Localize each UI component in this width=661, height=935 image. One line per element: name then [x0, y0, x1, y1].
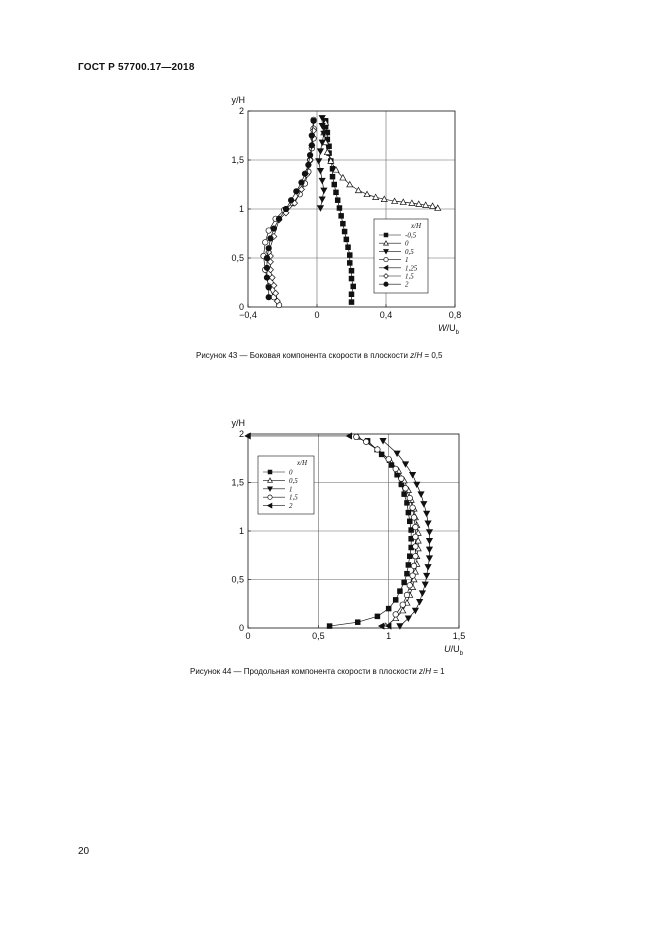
data-point: [327, 624, 332, 629]
data-point: [417, 599, 423, 604]
x-axis-label: $U/U_b$: [444, 644, 463, 657]
data-point: [264, 255, 270, 261]
data-point: [406, 563, 411, 568]
series-line: [324, 123, 438, 208]
x-tick-label: −0,4: [239, 310, 257, 320]
legend-marker: [268, 495, 272, 499]
data-point: [413, 544, 419, 550]
data-point: [393, 597, 398, 602]
data-point: [319, 197, 325, 202]
data-point: [317, 168, 323, 173]
legend: [258, 456, 314, 514]
data-point: [347, 253, 352, 258]
data-point: [386, 606, 391, 611]
data-point: [422, 582, 428, 587]
data-point: [266, 228, 272, 234]
x-tick-label: 0: [245, 631, 251, 641]
series--0,5: [323, 118, 355, 304]
data-point: [335, 198, 340, 203]
data-point: [347, 261, 352, 266]
data-point: [351, 284, 356, 289]
data-point: [426, 556, 432, 561]
data-point: [407, 495, 413, 501]
x-tick-label: 0: [314, 310, 320, 320]
data-point: [319, 178, 325, 183]
data-point: [264, 265, 270, 271]
data-point: [316, 159, 322, 164]
data-point: [398, 589, 403, 594]
legend-label: 2: [405, 280, 409, 289]
data-point: [399, 476, 405, 482]
data-point: [375, 447, 381, 453]
data-point: [264, 275, 270, 281]
data-point: [373, 194, 379, 199]
document-header: ГОСТ Р 57700.17—2018: [78, 62, 195, 73]
data-point: [407, 554, 412, 559]
data-point: [355, 187, 361, 192]
data-point: [426, 547, 432, 552]
data-point: [299, 180, 305, 186]
page-number: 20: [78, 846, 90, 857]
y-tick-label: 0,5: [231, 574, 244, 585]
legend-label: 0,5: [289, 476, 298, 485]
data-point: [266, 245, 272, 251]
y-axis-label: y/H: [231, 418, 245, 428]
data-point: [410, 472, 416, 477]
data-point: [402, 580, 407, 585]
data-point: [266, 294, 272, 300]
data-point: [375, 614, 380, 619]
data-point: [403, 486, 409, 492]
data-point: [337, 206, 342, 211]
data-point: [413, 553, 419, 559]
y-tick-label: 1,5: [231, 155, 244, 165]
data-point: [426, 538, 432, 543]
data-point: [425, 564, 431, 569]
legend-label: 0: [289, 468, 293, 477]
data-point: [349, 268, 354, 273]
data-point: [266, 285, 272, 291]
figure-43-chart: [0, 80, 661, 350]
data-point: [317, 206, 323, 211]
y-tick-label: 0: [238, 623, 244, 633]
legend-label: 1: [405, 256, 409, 265]
data-point: [349, 292, 354, 297]
legend-marker: [384, 282, 388, 286]
x-tick-label: 0,5: [312, 631, 325, 641]
y-tick-label: 1: [238, 204, 244, 214]
data-point: [276, 216, 282, 222]
data-point: [424, 511, 430, 516]
data-point: [309, 133, 315, 139]
x-tick-label: 1: [386, 631, 392, 641]
data-point: [294, 189, 300, 195]
data-point: [425, 521, 431, 526]
legend-marker: [384, 257, 388, 261]
data-point: [346, 245, 351, 250]
data-point: [405, 571, 410, 576]
data-point: [332, 182, 337, 187]
data-point: [414, 482, 420, 487]
legend: [374, 219, 428, 293]
figure-43-caption: Рисунок 43 — Боковая компонента скорости в плоскости z/H = 0,5: [196, 351, 443, 360]
data-point: [426, 530, 432, 535]
data-point: [268, 236, 274, 242]
data-point: [403, 462, 409, 467]
figure-44-chart: [0, 405, 661, 667]
data-point: [317, 149, 323, 154]
data-point: [307, 152, 313, 158]
data-point: [271, 226, 277, 232]
x-axis-label: $W/U_b$: [438, 323, 459, 336]
y-tick-label: 1,5: [231, 477, 244, 488]
legend-label: 1,25: [405, 264, 418, 273]
legend-label: 1: [289, 485, 293, 494]
data-point: [302, 171, 308, 177]
data-point: [355, 620, 360, 625]
data-point: [400, 608, 406, 613]
data-point: [339, 213, 344, 218]
data-point: [306, 162, 312, 168]
legend-label: 2: [289, 502, 293, 511]
data-point: [418, 492, 424, 497]
legend-label: 0,5: [405, 247, 414, 256]
data-point: [424, 573, 430, 578]
data-point: [410, 505, 416, 511]
data-point: [407, 583, 413, 589]
data-point: [342, 229, 347, 234]
legend-label: 1,5: [405, 272, 414, 281]
data-point: [288, 197, 294, 203]
data-point: [354, 434, 360, 440]
data-point: [419, 591, 425, 596]
data-point: [404, 592, 410, 598]
y-tick-label: 0,5: [231, 253, 244, 263]
data-point: [407, 519, 412, 524]
y-tick-label: 0: [238, 302, 244, 312]
y-tick-label: 2: [238, 106, 244, 116]
series-line: [383, 441, 429, 626]
data-point: [410, 573, 416, 579]
data-point: [421, 501, 427, 506]
legend-marker: [268, 470, 272, 474]
data-point: [386, 456, 392, 462]
data-point: [406, 510, 411, 515]
data-point: [262, 240, 268, 246]
x-tick-label: 1,5: [452, 631, 466, 641]
data-point: [330, 174, 335, 179]
x-tick-label: 0,4: [379, 310, 393, 320]
x-tick-label: 0,8: [448, 310, 462, 320]
data-point: [340, 221, 345, 226]
data-point: [411, 515, 417, 521]
series-0,5: [316, 115, 327, 211]
data-point: [364, 191, 370, 196]
data-point: [334, 190, 339, 195]
series-0: [321, 120, 441, 211]
data-point: [393, 612, 399, 618]
series-0: [327, 438, 413, 628]
data-point: [413, 524, 419, 530]
data-point: [349, 300, 354, 305]
data-point: [344, 237, 349, 242]
data-point: [283, 206, 289, 212]
data-point: [435, 205, 441, 210]
data-point: [413, 534, 419, 540]
y-axis-label: y/H: [231, 95, 245, 105]
y-tick-label: 2: [238, 429, 244, 439]
data-point: [400, 602, 406, 608]
legend-marker: [384, 233, 388, 237]
data-point: [311, 118, 317, 124]
data-point: [309, 143, 315, 149]
legend-label: 0: [405, 239, 409, 248]
legend-title: x/H: [296, 459, 308, 467]
legend-title: x/H: [410, 222, 422, 230]
y-tick-label: 1: [238, 526, 244, 536]
data-point: [411, 563, 417, 569]
figure-44-caption: Рисунок 44 — Продольная компонента скорости в плоскости z/H = 1: [190, 667, 445, 676]
data-point: [349, 276, 354, 281]
legend-label: -0,5: [405, 231, 417, 240]
data-point: [363, 439, 369, 445]
data-point: [321, 188, 327, 193]
legend-label: 1,5: [289, 493, 298, 502]
data-point: [393, 466, 399, 472]
legend-box: [374, 219, 428, 293]
